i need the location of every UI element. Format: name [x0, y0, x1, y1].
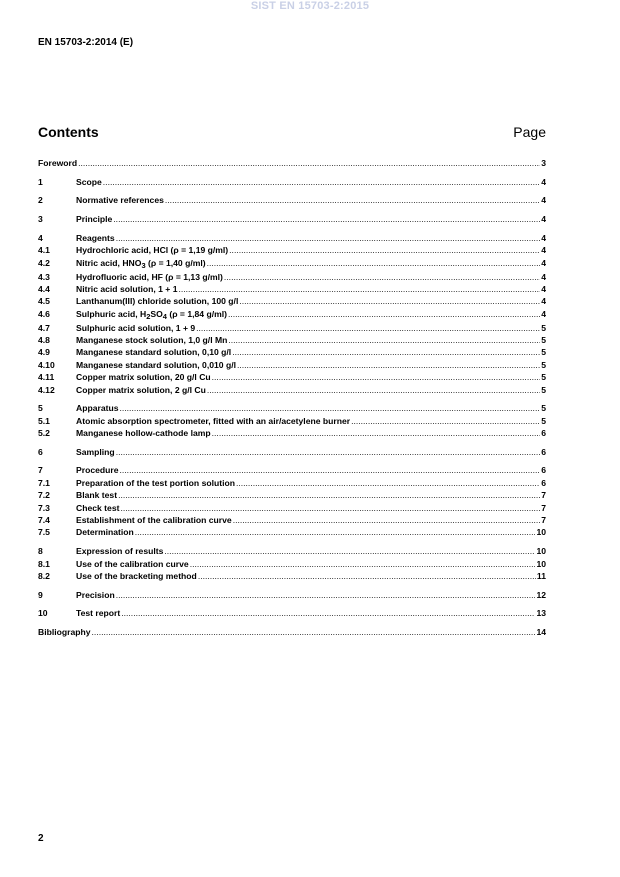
toc-title: Manganese standard solution, 0,010 g/l — [76, 359, 236, 370]
toc-title: Copper matrix solution, 20 g/l Cu — [76, 372, 211, 383]
toc-number: 7.2 — [38, 490, 50, 501]
toc-page: 4 — [541, 296, 546, 307]
toc-page: 5 — [541, 372, 546, 383]
toc-page: 4 — [541, 283, 546, 294]
toc-number: 8.1 — [38, 558, 50, 569]
toc-title: Lanthanum(III) chloride solution, 100 g/l — [76, 296, 239, 307]
toc-page: 3 — [541, 158, 546, 168]
toc-entry-4-4[interactable] — [38, 283, 546, 295]
toc-number: 8.2 — [38, 570, 50, 581]
toc-page: 5 — [541, 384, 546, 395]
watermark: SIST EN 15703-2:2015 — [250, 0, 370, 12]
toc-title: Establishment of the calibration curve — [76, 515, 232, 526]
toc-title: Test report — [76, 608, 121, 619]
toc-page: 10 — [536, 527, 546, 538]
document-id: EN 15703-2:2014 (E) — [38, 37, 134, 48]
toc-title: Copper matrix solution, 2 g/l Cu — [76, 384, 206, 395]
toc-entry-4-3[interactable] — [38, 271, 546, 283]
toc-entry-principle[interactable] — [38, 213, 546, 225]
toc-title: Sulphuric acid, $H_2SO_4$ (ρ = 1,84 g/ml) — [76, 308, 227, 321]
toc-number: 4.2 — [38, 257, 50, 268]
toc-number: 10 — [38, 608, 48, 619]
toc-entry-4-7[interactable] — [38, 322, 546, 334]
toc-entry-8-1[interactable] — [38, 558, 546, 570]
toc-title: Manganese hollow-cathode lamp — [76, 428, 211, 439]
toc-page: 4 — [541, 271, 546, 282]
toc-page: 12 — [536, 589, 546, 600]
toc-page: 6 — [541, 477, 546, 488]
toc-title: Nitric acid, $HNO_3$ (ρ = 1,40 g/ml) — [76, 257, 206, 270]
toc-number: 4.11 — [38, 372, 55, 383]
toc-title: Expression of results — [76, 546, 164, 557]
toc-entry-4-6[interactable] — [38, 308, 546, 320]
toc-page: 6 — [541, 446, 546, 457]
toc-title: Scope — [76, 176, 102, 187]
toc-number: 1 — [38, 176, 43, 187]
toc-number: 4.3 — [38, 271, 50, 282]
toc-page: 5 — [541, 403, 546, 414]
toc-title: Determination — [76, 527, 134, 538]
toc-entry-4-9[interactable] — [38, 346, 546, 358]
toc-number: 4.7 — [38, 322, 50, 333]
toc-page: 4 — [541, 232, 546, 243]
toc-title: Procedure — [76, 465, 119, 476]
toc-page: 4 — [541, 195, 546, 206]
toc-entry-sampling[interactable] — [38, 446, 546, 458]
toc-entry-foreword[interactable] — [38, 157, 546, 169]
toc-title: Normative references — [76, 195, 164, 206]
toc-entry-7-5[interactable] — [38, 526, 546, 538]
toc-entry-7-4[interactable] — [38, 514, 546, 526]
toc-number: 4.6 — [38, 308, 50, 319]
toc-page: 4 — [541, 245, 546, 256]
toc-page: 5 — [541, 322, 546, 333]
toc-number: 4.12 — [38, 384, 55, 395]
toc-number: 4.4 — [38, 283, 50, 294]
toc-title: Bibliography — [38, 626, 91, 637]
toc-number: 5.1 — [38, 415, 50, 426]
toc-entry-test-report[interactable] — [38, 607, 546, 619]
toc-number: 7.5 — [38, 527, 50, 538]
toc-entry-4-2[interactable] — [38, 257, 546, 269]
toc-number: 7.4 — [38, 515, 50, 526]
page-number: 2 — [38, 833, 44, 844]
table-of-contents — [38, 157, 546, 638]
toc-title: Nitric acid solution, 1 + 1 — [76, 283, 178, 294]
toc-title: Use of the calibration curve — [76, 558, 189, 569]
toc-title: Preparation of the test portion solution — [76, 477, 235, 488]
toc-entry-7-3[interactable] — [38, 502, 546, 514]
toc-title: Manganese standard solution, 0,10 g/l — [76, 347, 232, 358]
toc-entry-4-11[interactable] — [38, 371, 546, 383]
toc-title: Sampling — [76, 446, 115, 457]
toc-entry-scope[interactable] — [38, 176, 546, 188]
toc-entry-apparatus[interactable] — [38, 402, 546, 414]
toc-page: 4 — [541, 257, 546, 268]
toc-page: 13 — [536, 608, 546, 619]
toc-entry-4-10[interactable] — [38, 359, 546, 371]
toc-title: Reagents — [76, 232, 115, 243]
toc-page: 14 — [536, 626, 546, 637]
toc-title: Use of the bracketing method — [76, 570, 197, 581]
page-column-label: Page — [513, 124, 546, 140]
contents-heading: Contents — [38, 124, 99, 140]
toc-number: 5.2 — [38, 428, 50, 439]
toc-entry-normative-references[interactable] — [38, 194, 546, 206]
toc-number: 6 — [38, 446, 43, 457]
toc-number: 7 — [38, 465, 43, 476]
toc-page: 7 — [541, 515, 546, 526]
toc-entry-4-1[interactable] — [38, 244, 546, 256]
toc-entry-precision[interactable] — [38, 589, 546, 601]
toc-entry-reagents[interactable] — [38, 232, 546, 244]
toc-number: 9 — [38, 589, 43, 600]
toc-number: 4.1 — [38, 245, 50, 256]
toc-title: Sulphuric acid solution, 1 + 9 — [76, 322, 196, 333]
toc-page: 10 — [536, 546, 546, 557]
toc-number: 2 — [38, 195, 43, 206]
toc-number: 4.5 — [38, 296, 50, 307]
toc-title: Hydrochloric acid, HCl (ρ = 1,19 g/ml) — [76, 245, 229, 256]
toc-page: 4 — [541, 214, 546, 225]
toc-entry-expression-of-results[interactable] — [38, 545, 546, 557]
toc-page: 5 — [541, 415, 546, 426]
toc-number: 4 — [38, 232, 43, 243]
toc-title: Apparatus — [76, 403, 119, 414]
toc-title: Check test — [76, 502, 120, 513]
toc-entry-5-1[interactable] — [38, 415, 546, 427]
toc-title: Precision — [76, 589, 115, 600]
toc-title: Manganese stock solution, 1,0 g/l Mn — [76, 335, 228, 346]
toc-entry-4-12[interactable] — [38, 384, 546, 396]
toc-title: Principle — [76, 214, 113, 225]
toc-page: 11 — [536, 570, 546, 581]
toc-number: 3 — [38, 214, 43, 225]
toc-page: 10 — [536, 558, 546, 569]
toc-entry-5-2[interactable] — [38, 427, 546, 439]
toc-page: 4 — [541, 176, 546, 187]
toc-entry-8-2[interactable] — [38, 570, 546, 582]
toc-page: 5 — [541, 335, 546, 346]
toc-number: 7.3 — [38, 502, 50, 513]
toc-number: 7.1 — [38, 477, 50, 488]
toc-page: 6 — [541, 428, 546, 439]
toc-title: Foreword — [38, 158, 78, 168]
toc-page: 7 — [541, 502, 546, 513]
toc-number: 8 — [38, 546, 43, 557]
toc-title: Blank test — [76, 490, 118, 501]
toc-number: 5 — [38, 403, 43, 414]
toc-page: 5 — [541, 359, 546, 370]
toc-entry-7-2[interactable] — [38, 489, 546, 501]
toc-number: 4.10 — [38, 359, 55, 370]
toc-page: 6 — [541, 465, 546, 476]
toc-entry-4-5[interactable] — [38, 295, 546, 307]
toc-entry-bibliography[interactable] — [38, 626, 546, 638]
toc-number: 4.9 — [38, 347, 50, 358]
toc-title: Atomic absorption spectrometer, fitted with an air/acetylene burner — [76, 415, 351, 426]
toc-page: 7 — [541, 490, 546, 501]
toc-entry-4-8[interactable] — [38, 334, 546, 346]
toc-entry-procedure[interactable] — [38, 464, 546, 476]
toc-number: 4.8 — [38, 335, 50, 346]
toc-page: 4 — [541, 308, 546, 319]
toc-entry-7-1[interactable] — [38, 477, 546, 489]
toc-title: Hydrofluoric acid, HF (ρ = 1,13 g/ml) — [76, 271, 223, 282]
toc-page: 5 — [541, 347, 546, 358]
